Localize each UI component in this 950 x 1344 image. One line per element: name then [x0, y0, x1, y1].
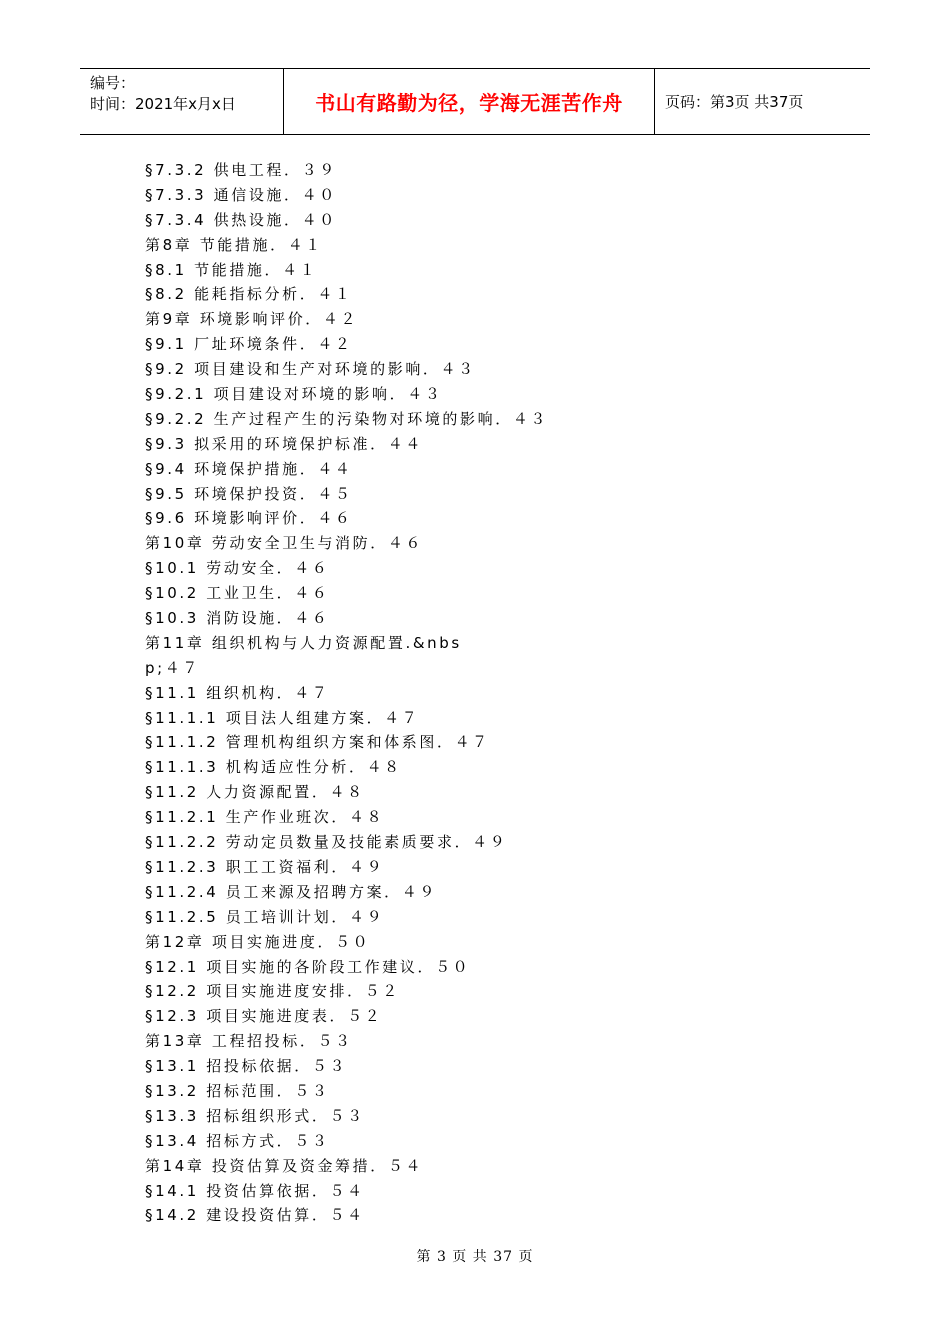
toc-entry: §13.3 招标组织形式．５３ [145, 1106, 365, 1125]
header-motto: 书山有路勤为径，学海无涯苦作舟 [283, 69, 655, 134]
toc-entry: §11.1.2 管理机构组织方案和体系图．４７ [145, 733, 490, 752]
toc-entry: §14.2 建设投资估算．５４ [145, 1206, 365, 1225]
toc-entry: §11.2.2 劳动定员数量及技能素质要求．４９ [145, 833, 508, 852]
toc-entry: §13.2 招标范围．５３ [145, 1081, 330, 1100]
toc-entry: §11.1 组织机构．４７ [145, 683, 330, 702]
toc-entry: §7.3.4 供热设施．４０ [145, 210, 337, 229]
page-footer: 第 3 页 共 37 页 [416, 1249, 534, 1265]
page-header [80, 68, 870, 135]
table-of-contents [145, 158, 625, 1228]
toc-entry: §11.2.4 员工来源及招聘方案．４９ [145, 882, 437, 901]
toc-entry: §9.2 项目建设和生产对环境的影响．４３ [145, 360, 476, 379]
toc-entry: §11.2.5 员工培训计划．４９ [145, 907, 385, 926]
toc-entry: §12.1 项目实施的各阶段工作建议．５０ [145, 957, 471, 976]
toc-entry: 第13章 工程招投标．５３ [145, 1032, 353, 1051]
toc-entry: §9.2.1 项目建设对环境的影响．４３ [145, 385, 443, 404]
toc-entry: 第12章 项目实施进度．５０ [145, 932, 371, 951]
header-meta [80, 69, 283, 134]
toc-entry: §14.1 投资估算依据．５４ [145, 1181, 365, 1200]
toc-entry: §10.3 消防设施．４６ [145, 609, 330, 628]
toc-entry: §11.1.1 项目法人组建方案．４７ [145, 708, 420, 727]
toc-entry: 第14章 投资估算及资金筹措．５４ [145, 1156, 424, 1175]
toc-entry: §11.2.1 生产作业班次．４８ [145, 808, 385, 827]
toc-entry: §12.3 项目实施进度表．５２ [145, 1007, 383, 1026]
toc-entry: §8.2 能耗指标分析．４１ [145, 285, 353, 304]
toc-entry: §7.3.3 通信设施．４０ [145, 185, 337, 204]
toc-entry: §13.4 招标方式．５３ [145, 1131, 330, 1150]
toc-entry: §9.6 环境影响评价．４６ [145, 509, 353, 528]
toc-entry: §9.4 环境保护措施．４４ [145, 459, 353, 478]
document-number-label: 编号： [90, 74, 136, 92]
toc-entry: 第11章 组织机构与人力资源配置.&nbs [145, 633, 462, 652]
toc-entry: §13.1 招投标依据．５３ [145, 1057, 348, 1076]
toc-entry: §7.3.2 供电工程．３９ [145, 161, 337, 179]
toc-entry: §10.1 劳动安全．４６ [145, 559, 330, 578]
document-time: 时间：2021年x月x日 [90, 95, 236, 113]
toc-entry: 第8章 节能措施．４１ [145, 235, 323, 254]
toc-entry: §11.2.3 职工工资福利．４９ [145, 857, 385, 876]
toc-entry: §9.3 拟采用的环境保护标准．４４ [145, 434, 423, 453]
toc-entry: 第10章 劳动安全卫生与消防．４６ [145, 534, 424, 553]
toc-entry: §11.2 人力资源配置．４８ [145, 783, 365, 802]
toc-entry: §9.2.2 生产过程产生的污染物对环境的影响．４３ [145, 409, 549, 428]
toc-entry: §9.5 环境保护投资．４５ [145, 484, 353, 503]
toc-entry: 第9章 环境影响评价．４２ [145, 310, 359, 329]
toc-entry: §8.1 节能措施．４１ [145, 260, 318, 279]
toc-entry: §10.2 工业卫生．４６ [145, 584, 330, 603]
toc-entry: p;４７ [145, 658, 200, 677]
header-page-info: 页码：第3页 共37页 [665, 93, 804, 111]
toc-entry: §9.1 厂址环境条件．４２ [145, 335, 353, 354]
toc-entry: §12.2 项目实施进度安排．５２ [145, 982, 400, 1001]
toc-entry: §11.1.3 机构适应性分析．４８ [145, 758, 402, 777]
